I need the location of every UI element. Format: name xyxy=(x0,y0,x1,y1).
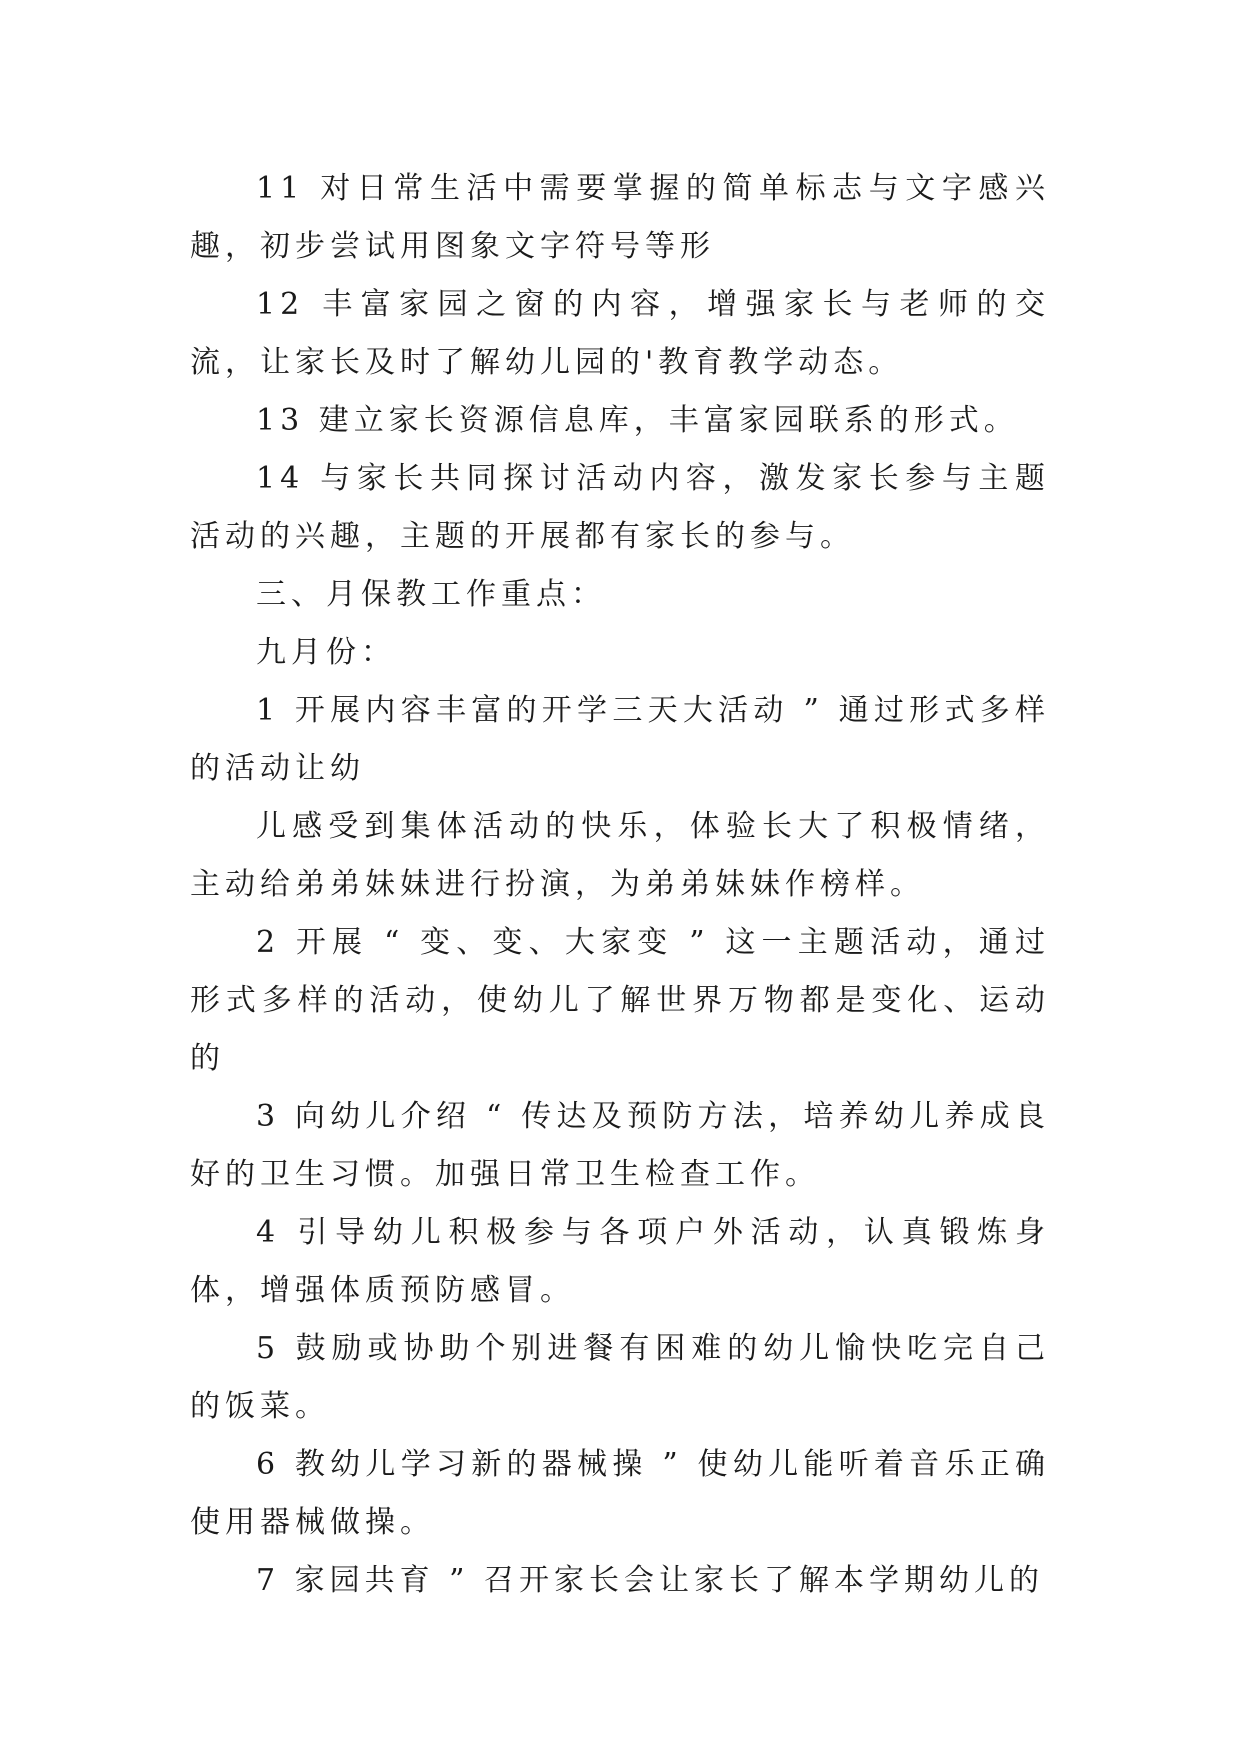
list-item-6: 6 教幼儿学习新的器械操 ” 使幼儿能听着音乐正确使用器械做操。 xyxy=(190,1447,1050,1540)
list-item-5: 5 鼓励或协助个别进餐有困难的幼儿愉快吃完自己的饭菜。 xyxy=(190,1331,1050,1424)
document-body xyxy=(190,160,1050,1610)
list-item-3: 3 向幼儿介绍 “ 传达及预防方法，培养幼儿养成良好的卫生习惯。加强日常卫生检查工作。 xyxy=(190,1099,1050,1192)
paragraph-item-11: 11 对日常生活中需要掌握的简单标志与文字感兴趣，初步尝试用图象文字符号等形 xyxy=(190,171,1050,264)
section-heading: 三、月保教工作重点： xyxy=(256,577,606,612)
paragraph-item-13: 13 建立家长资源信息库，丰富家园联系的形式。 xyxy=(256,403,1019,438)
paragraph-item-14: 14 与家长共同探讨活动内容，激发家长参与主题活动的兴趣，主题的开展都有家长的参与。 xyxy=(190,461,1050,554)
paragraph-item-12: 12 丰富家园之窗的内容，增强家长与老师的交流，让家长及时了解幼儿园的'教育教学动态。 xyxy=(190,287,1050,380)
list-item-2: 2 开展 “ 变、变、大家变 ” 这一主题活动，通过形式多样的活动，使幼儿了解世界万物都是变化、运动的 xyxy=(190,925,1050,1076)
month-heading: 九月份： xyxy=(256,635,396,670)
list-item-1: 1 开展内容丰富的开学三天大活动 ” 通过形式多样的活动让幼 xyxy=(190,693,1050,786)
list-item-4: 4 引导幼儿积极参与各项户外活动，认真锻炼身体，增强体质预防感冒。 xyxy=(190,1215,1050,1308)
list-item-7: 7 家园共育 ” 召开家长会让家长了解本学期幼儿的 xyxy=(256,1563,1045,1598)
list-item-1-continued: 儿感受到集体活动的快乐，体验长大了积极情绪，主动给弟弟妹妹进行扮演，为弟弟妹妹作榜样。 xyxy=(190,809,1050,902)
